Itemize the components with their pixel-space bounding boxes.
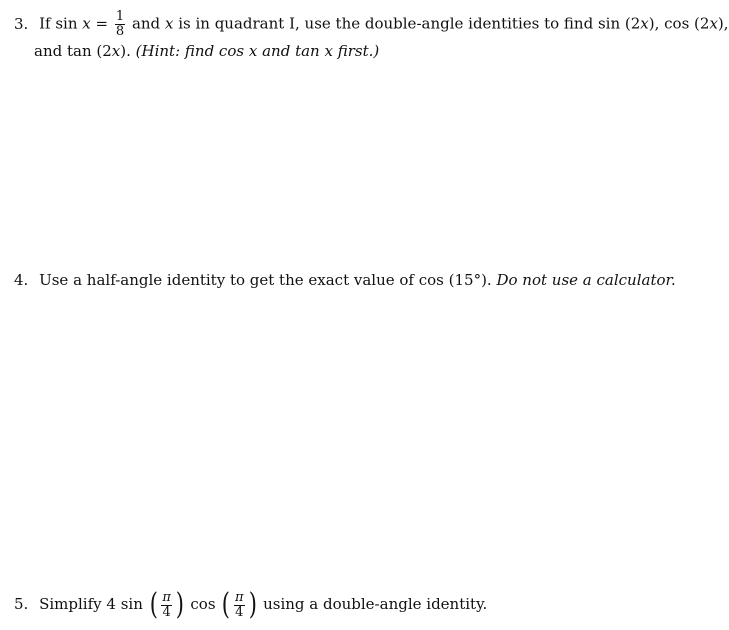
equals-sign: = (95, 14, 109, 33)
problem-3-line-1 (14, 10, 729, 39)
problem-text: If sin (39, 14, 78, 33)
problem-text: and tan (2 (34, 42, 112, 60)
hint-text: (Hint: find cos (135, 42, 245, 60)
fraction-denominator: 4 (235, 604, 244, 620)
right-paren: ) (175, 587, 184, 622)
hint-text: and tan (262, 42, 320, 60)
problem-3 (14, 10, 729, 64)
fraction-pi-over-4 (234, 591, 245, 620)
right-paren: ) (248, 587, 257, 622)
hint-text: first.) (337, 42, 380, 60)
math-variable: x (164, 14, 174, 33)
problem-5 (14, 587, 488, 622)
problem-text: using a double-angle identity. (263, 595, 488, 613)
math-variable: x (111, 42, 121, 60)
problem-text: Simplify 4 sin (39, 595, 143, 613)
problem-text: ), cos (2 (648, 14, 710, 33)
math-variable: x (248, 42, 258, 60)
fraction-numerator: π (162, 589, 171, 605)
problem-text: is in quadrant I, use the double-angle identities to find sin (2 (178, 14, 641, 33)
fraction-pi-over-4 (161, 591, 172, 620)
problem-text: ). (120, 42, 131, 60)
problem-3-line-2 (14, 39, 729, 64)
fraction-denominator: 8 (115, 24, 125, 39)
cos-function: cos (190, 595, 216, 613)
left-paren: ( (222, 587, 231, 622)
fraction-denominator: 4 (162, 604, 171, 620)
fraction-numerator: π (235, 589, 244, 605)
problem-number: 4. (14, 271, 29, 289)
problem-text: Use a half-angle identity to get the exact value of cos (15°). (39, 271, 492, 289)
problem-text: and (131, 14, 161, 33)
math-variable: x (640, 14, 649, 33)
problem-note: Do not use a calculator. (496, 271, 676, 289)
fraction-numerator: 1 (115, 9, 125, 24)
problem-number: 5. (14, 595, 29, 613)
problem-text: ), (717, 14, 729, 33)
left-paren: ( (149, 587, 158, 622)
math-variable: x (82, 14, 91, 33)
problem-number: 3. (14, 14, 29, 33)
math-variable: x (324, 42, 333, 60)
math-variable: x (709, 14, 718, 33)
problem-4 (14, 268, 676, 293)
fraction-one-eighth (115, 10, 125, 39)
